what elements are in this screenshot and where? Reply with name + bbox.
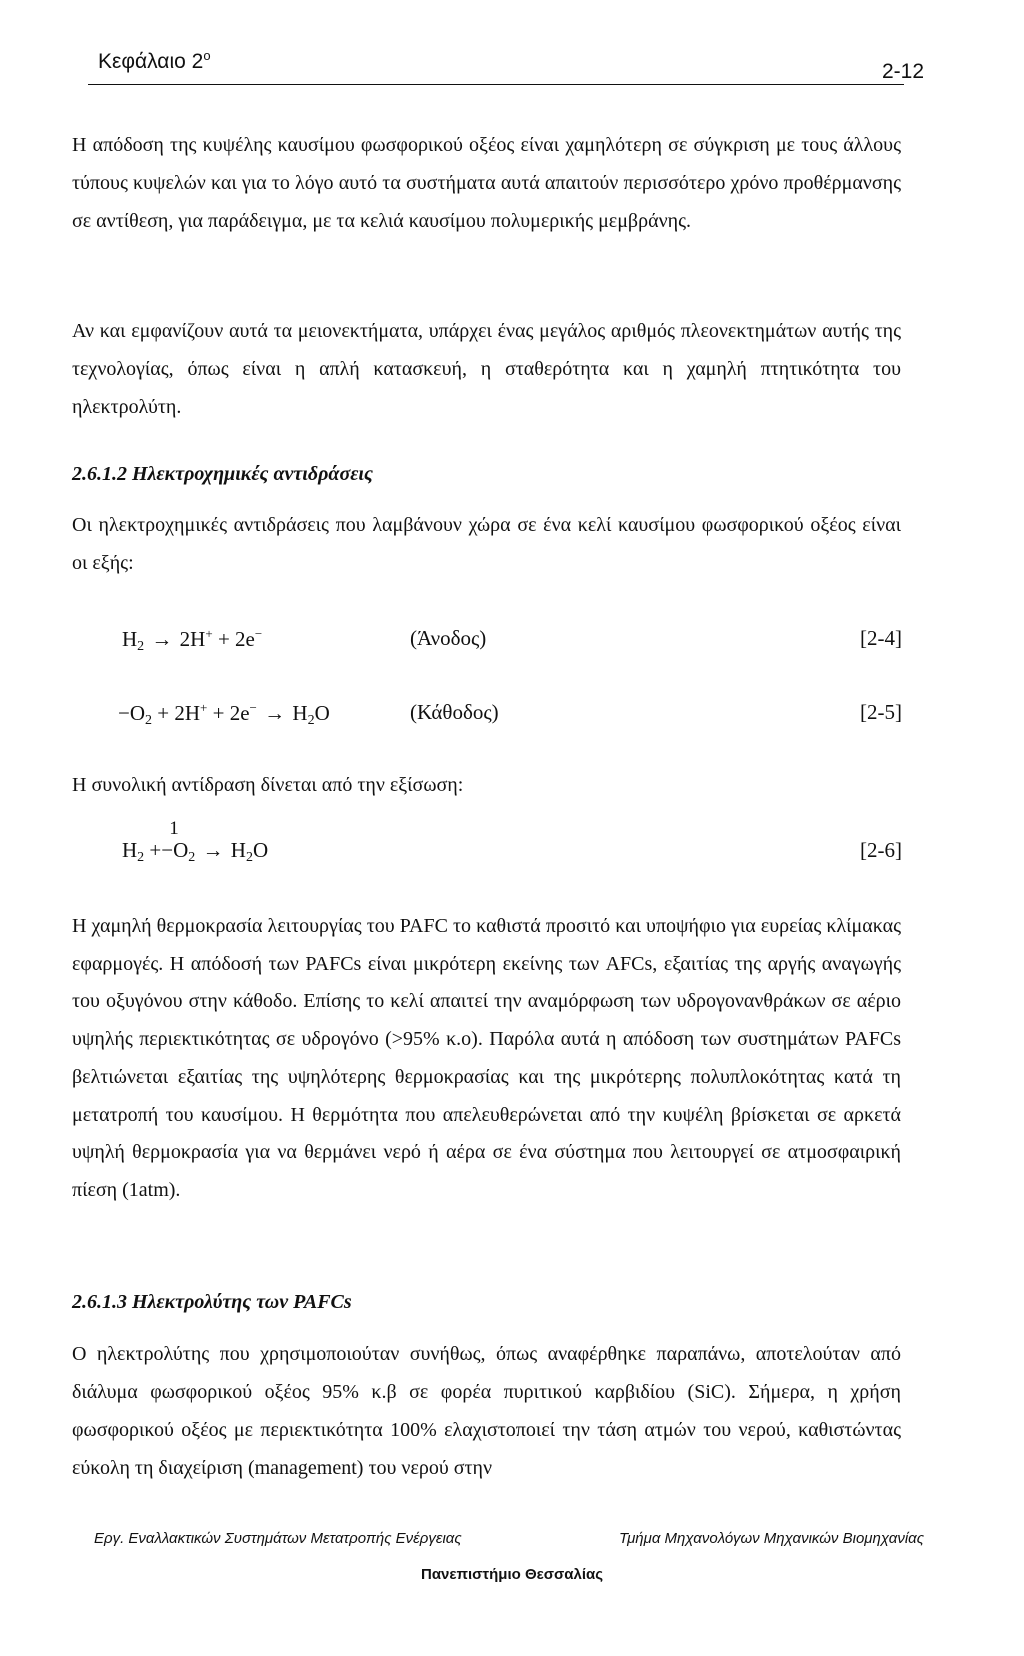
section-heading-electrolyte: 2.6.1.3 Ηλεκτρολύτης των PAFCs	[72, 1291, 352, 1313]
equation-cathode	[118, 700, 902, 740]
equation-overall-formula: $H_2$ + 1 $-O_2 \to H_2O$	[122, 818, 269, 865]
equation-overall	[122, 818, 902, 878]
footer-lab-name: Εργ. Εναλλακτικών Συστημάτων Μετατροπής Ενέργειας	[94, 1530, 462, 1547]
equation-cathode-number: [2-5]	[860, 700, 902, 724]
paragraph-advantages: Αν και εμφανίζουν αυτά τα μειονεκτήματα, υπάρχει ένας μεγάλος αριθμός πλεονεκτημάτων αυτής της τεχνολογίας, όπως είναι η απλή κατασκευή, η σταθερότητα και η χαμηλή πτητικότητα του ηλεκτρολύτη.	[72, 320, 901, 418]
footer-department-name: Τμήμα Μηχανολόγων Μηχανικών Βιομηχανίας	[619, 1530, 924, 1547]
equation-anode-label: (Άνοδος)	[410, 626, 487, 650]
equation-anode-number: [2-4]	[860, 626, 902, 650]
paragraph-overall-reaction: Η συνολική αντίδραση δίνεται από την εξίσωση:	[72, 774, 464, 796]
equation-overall-number: [2-6]	[860, 838, 902, 862]
header-page-number: 2-12	[881, 60, 924, 83]
equation-cathode-label: (Κάθοδος)	[410, 700, 499, 724]
equation-anode	[122, 626, 902, 666]
header-chapter-superscript: ο	[203, 48, 211, 63]
equation-cathode-formula: $-O_2 + 2H^+ + 2e^- \to H_2O$	[118, 700, 330, 728]
section-heading-reactions: 2.6.1.2 Ηλεκτροχημικές αντιδράσεις	[72, 463, 373, 485]
paragraph-reactions-intro: Οι ηλεκτροχημικές αντιδράσεις που λαμβάνουν χώρα σε ένα κελί καυσίμου φωσφορικού οξέος είναι οι εξής:	[72, 514, 901, 574]
paragraph-efficiency: Η απόδοση της κυψέλης καυσίμου φωσφορικού οξέος είναι χαμηλότερη σε σύγκριση με τους άλλους τύπους κυψελών και για το λόγο αυτό τα συστήματα αυτά απαιτούν περισσότερο χρόνο προθέρμανσης σε αντίθεση, για παράδειγμα, με τα κελιά καυσίμου πολυμερικής μεμβράνης.	[72, 134, 901, 232]
footer-university-name: Πανεπιστήμιο Θεσσαλίας	[420, 1566, 604, 1583]
header-chapter-text: Κεφάλαιο $2^o$	[98, 48, 211, 73]
paragraph-electrolyte: Ο ηλεκτρολύτης που χρησιμοποιούταν συνήθως, όπως αναφέρθηκε παραπάνω, αποτελούταν από διάλυμα φωσφορικού οξέος 95% κ.β σε φορέα πυριτικού καρβιδίου (SiC). Σήμερα, η χρήση φωσφορικού οξέος με περιεκτικότητα 100% ελαχιστοποιεί την τάση ατμών του νερού, καθιστώντας εύκολη τη διαχείριση (management) του νερού στην	[72, 1343, 901, 1479]
equation-anode-formula: $H_2 \to 2H^+ + 2e^-$	[122, 626, 263, 654]
header-rule	[88, 84, 904, 85]
paragraph-pafc-operation: Η χαμηλή θερμοκρασία λειτουργίας του PAFC το καθιστά προσιτό και υποψήφιο για ευρείας κλίμακας εφαρμογές. Η απόδοσή των PAFCs είναι μικρότερη εκείνης των AFCs, εξαιτίας της αργής αναγωγής του οξυγόνου στην κάθοδο. Επίσης το κελί απαιτεί την αναμόρφωση των υδρογονανθράκων σε αέριο υψηλής περιεκτικότητας σε υδρογόνο (>95% κ.ο). Παρόλα αυτά η απόδοση των συστημάτων PAFCs βελτιώνεται εξαιτίας της υψηλότερης θερμοκρασίας και της μικρότερης πολυπλοκότητας κατά τη μετατροπή του καυσίμου. Η θερμότητα που απελευθερώνεται από την κυψέλη βρίσκεται σε αρκετά υψηλή θερμοκρασία για να θερμάνει νερό ή αέρα σε ένα σύστημα που λειτουργεί σε ατμοσφαιρική πίεση (1atm).	[72, 915, 901, 1201]
header-chapter-title	[98, 48, 211, 74]
